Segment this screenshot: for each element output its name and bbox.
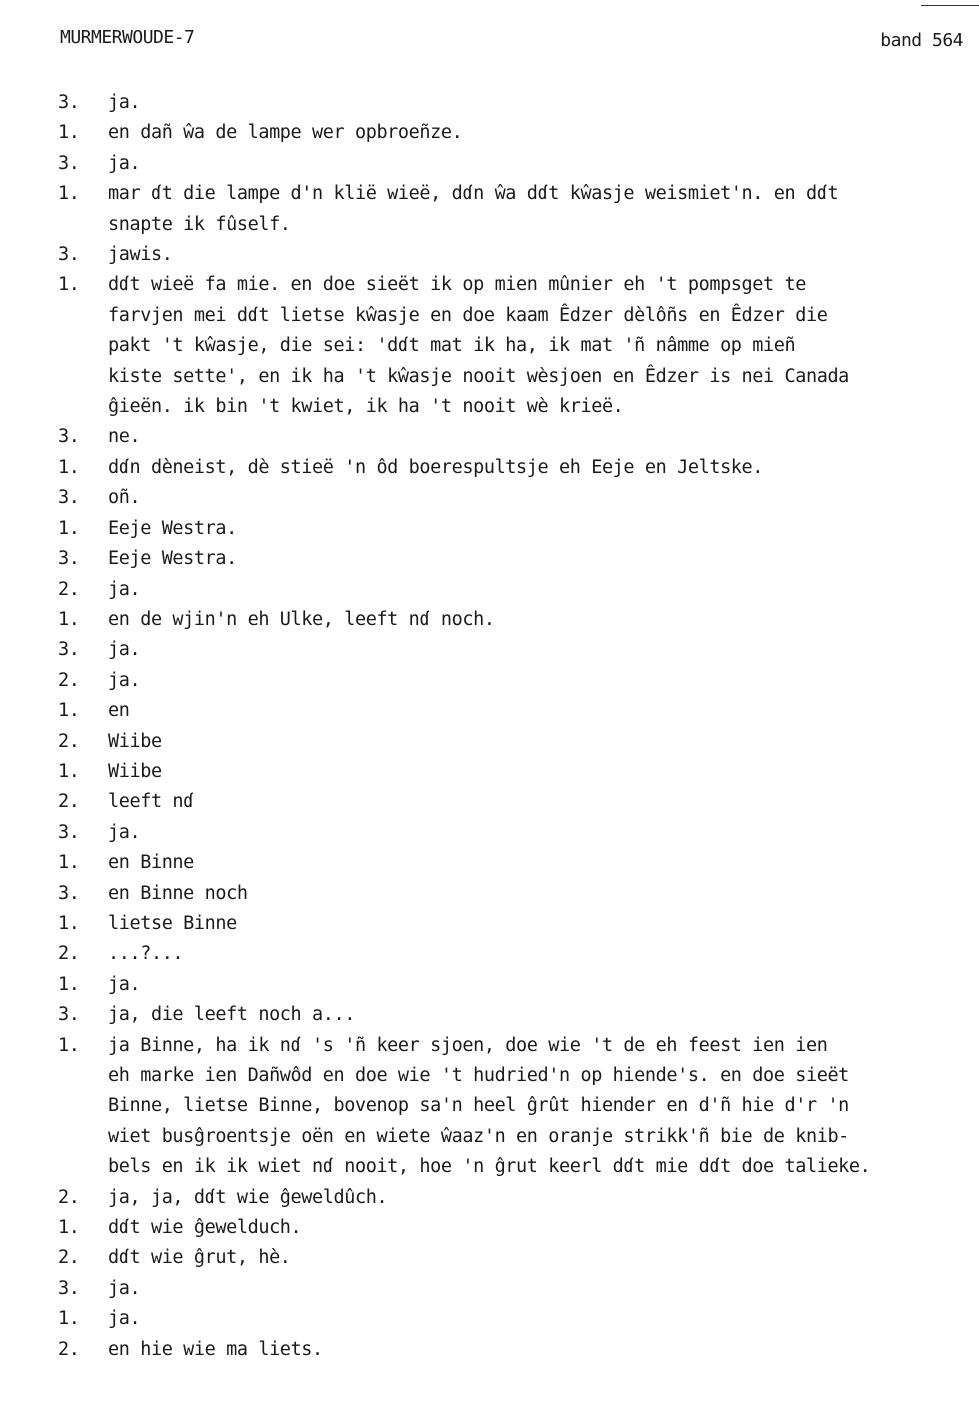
speaker-number: 2. <box>58 1186 80 1208</box>
speech-text: en Binne <box>108 852 194 874</box>
speech-text: en Binne noch <box>108 882 248 904</box>
speaker-number: 3. <box>58 639 80 661</box>
transcript-turn <box>58 909 973 939</box>
speech-text: dɗt wie ĝrut, hè. <box>108 1247 291 1269</box>
transcript-turn <box>58 1243 973 1273</box>
transcript-turn <box>58 696 973 726</box>
transcript-turn <box>58 787 973 817</box>
transcript-turn <box>58 1031 973 1183</box>
speech-text: en hie wie ma liets. <box>108 1338 323 1360</box>
transcript-turn <box>58 514 973 544</box>
transcript-turn <box>58 118 973 148</box>
speech-text: en <box>108 700 130 722</box>
transcript-turn <box>58 240 973 270</box>
transcript-turn <box>58 818 973 848</box>
speech-text: jawis. <box>108 244 173 266</box>
transcript-turn <box>58 1000 973 1030</box>
speech-text: ja. <box>108 152 141 174</box>
transcript-turn <box>58 453 973 483</box>
speaker-number: 3. <box>58 487 80 509</box>
speech-text: dɗt wie ĝewelduch. <box>108 1217 302 1239</box>
transcript-turn <box>58 1213 973 1243</box>
speech-text: Eeje Westra. <box>108 517 237 539</box>
transcript-turn <box>58 666 973 696</box>
speech-text: Eeje Westra. <box>108 548 237 570</box>
transcript-turn <box>58 544 973 574</box>
speaker-number: 1. <box>58 700 80 722</box>
speech-text: oñ. <box>108 487 141 509</box>
speaker-number: 2. <box>58 791 80 813</box>
transcript-turn <box>58 970 973 1000</box>
speech-text: ja, die leeft noch a... <box>108 1004 355 1026</box>
speech-text: en dañ ŵa de lampe wer opbroeñze. <box>108 122 463 144</box>
speech-text: ja. <box>108 1277 141 1299</box>
speech-text: ja. <box>108 1308 141 1330</box>
speaker-number: 1. <box>58 274 80 296</box>
band-number: band 564 <box>880 30 963 51</box>
speaker-number: 3. <box>58 152 80 174</box>
speaker-number: 3. <box>58 1004 80 1026</box>
transcript-turn <box>58 605 973 635</box>
speech-text: dɗt wieë fa mie. en doe sieët ik op mien mûnier eh 't pompsget te farvjen mei dɗt lietse kŵasje en doe kaam Êdzer dèlôñs en Êdzer die pakt 't kŵasje, die sei: 'dɗt mat ik ha, ik mat 'ñ nâmme op mieñ kiste sette', en ik ha 't kŵasje nooit wèsjoen en Êdzer is nei Canada ĝieën. ik bin 't kwiet, ik ha 't nooit wè krieë. <box>108 274 849 418</box>
speech-text: Wiibe <box>108 730 162 752</box>
transcript-turn <box>58 1304 973 1334</box>
speaker-number: 2. <box>58 1338 80 1360</box>
speaker-number: 1. <box>58 608 80 630</box>
speaker-number: 3. <box>58 1277 80 1299</box>
transcript-turn <box>58 727 973 757</box>
speech-text: ja Binne, ha ik nɗ 's 'ñ keer sjoen, doe wie 't de eh feest ien ien eh marke ien Dañwôd en doe wie 't hudried'n op hiende's. en doe sieët Binne, lietse Binne, bovenop sa'n heel ĝrût hiender en d'ñ hie d'r 'n wiet busĝroentsje oën en wiete ŵaaz'n en oranje strikk'ñ bie de knib- bels en ik ik wiet nɗ nooit, hoe 'n ĝrut keerl dɗt mie dɗt doe talieke. <box>108 1034 871 1178</box>
speaker-number: 1. <box>58 122 80 144</box>
speaker-number: 3. <box>58 244 80 266</box>
speaker-number: 1. <box>58 1034 80 1056</box>
speech-text: en de wjin'n eh Ulke, leeft nɗ noch. <box>108 608 495 630</box>
speech-text: leeft nɗ <box>108 791 194 813</box>
transcript-turn <box>58 270 973 422</box>
speaker-number: 1. <box>58 183 80 205</box>
speech-text: ja. <box>108 639 141 661</box>
speaker-number: 1. <box>58 852 80 874</box>
speaker-number: 1. <box>58 1308 80 1330</box>
speaker-number: 1. <box>58 517 80 539</box>
transcript-turn <box>58 1183 973 1213</box>
speaker-number: 1. <box>58 760 80 782</box>
speech-text: ...?... <box>108 943 184 965</box>
speaker-number: 2. <box>58 578 80 600</box>
transcript-turn <box>58 879 973 909</box>
speech-text: ja, ja, dɗt wie ĝeweldûch. <box>108 1186 388 1208</box>
document-title: MURMERWOUDE-7 <box>60 27 195 48</box>
transcript <box>58 88 973 1365</box>
speaker-number: 2. <box>58 669 80 691</box>
speaker-number: 3. <box>58 92 80 113</box>
transcript-turn <box>58 422 973 452</box>
transcript-turn <box>58 483 973 513</box>
transcript-turn <box>58 88 973 118</box>
speaker-number: 1. <box>58 1217 80 1239</box>
speech-text: ja. <box>108 92 141 113</box>
speech-text: ja. <box>108 669 141 691</box>
transcript-turn <box>58 179 973 240</box>
speaker-number: 1. <box>58 912 80 934</box>
transcript-turn <box>58 149 973 179</box>
transcript-turn <box>58 1335 973 1365</box>
speech-text: ja. <box>108 821 141 843</box>
transcript-turn <box>58 939 973 969</box>
speaker-number: 1. <box>58 456 80 478</box>
speech-text: lietse Binne <box>108 912 237 934</box>
transcript-turn <box>58 757 973 787</box>
speaker-number: 3. <box>58 426 80 448</box>
speaker-number: 2. <box>58 730 80 752</box>
speaker-number: 2. <box>58 1247 80 1269</box>
speaker-number: 3. <box>58 882 80 904</box>
transcript-turn <box>58 848 973 878</box>
speaker-number: 3. <box>58 548 80 570</box>
speaker-number: 2. <box>58 943 80 965</box>
speech-text: mar ɗt die lampe d'n klië wieë, dɗn ŵa dɗt kŵasje weismiet'n. en dɗt snapte ik fûself. <box>108 183 839 235</box>
speech-text: ja. <box>108 973 141 995</box>
top-rule <box>921 5 979 6</box>
speech-text: ja. <box>108 578 141 600</box>
transcript-turn <box>58 1274 973 1304</box>
speech-text: ne. <box>108 426 141 448</box>
transcript-turn <box>58 635 973 665</box>
speech-text: dɗn dèneist, dè stieë 'n ôd boerespultsje eh Eeje en Jeltske. <box>108 456 764 478</box>
transcript-turn <box>58 575 973 605</box>
speaker-number: 1. <box>58 973 80 995</box>
speaker-number: 3. <box>58 821 80 843</box>
speech-text: Wiibe <box>108 760 162 782</box>
